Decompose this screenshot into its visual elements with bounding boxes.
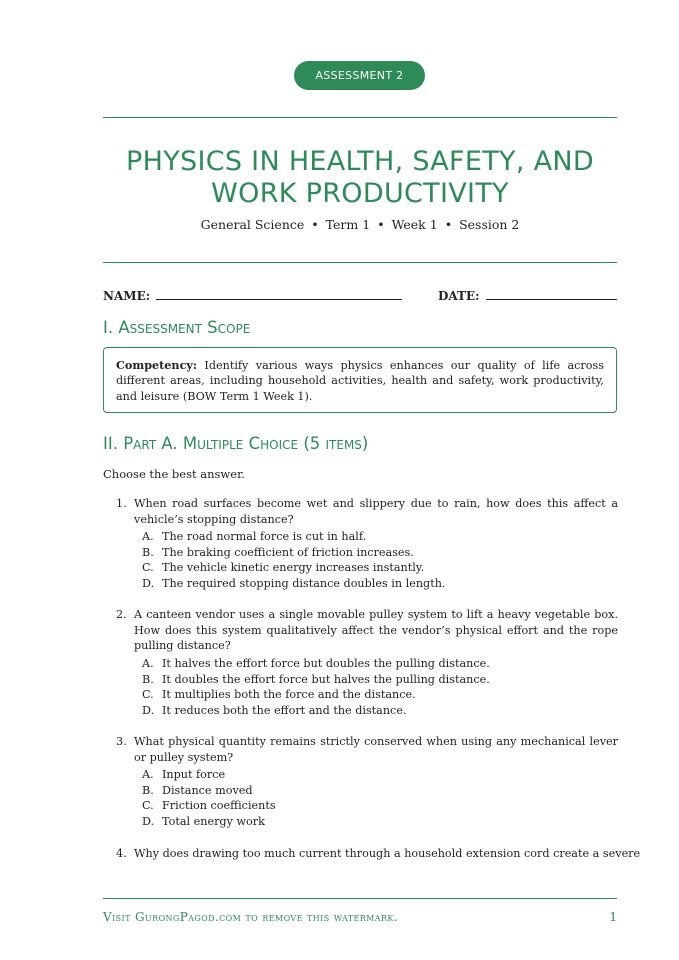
week: Week 1 bbox=[391, 217, 438, 232]
question-4 bbox=[116, 846, 641, 862]
separator: • bbox=[311, 217, 319, 232]
section-heading-scope: I. Assessment Scope bbox=[103, 318, 251, 337]
option-c[interactable] bbox=[142, 798, 276, 814]
question-text: Why does drawing too much current through a household extension cord create a severe bbox=[134, 847, 641, 860]
date-label: DATE: bbox=[438, 289, 480, 303]
question-1-options bbox=[142, 529, 445, 591]
option-text: It multiplies both the force and the distance. bbox=[162, 688, 416, 702]
option-letter: C. bbox=[142, 799, 154, 813]
separator: • bbox=[444, 217, 453, 232]
option-text: The road normal force is cut in half. bbox=[162, 530, 367, 543]
option-letter: D. bbox=[142, 814, 155, 828]
competency-text: Identify various ways physics enhances our quality of life across different areas, including household activities, health and safety, work productivity, and leisure (BOW Term 1 Week 1). bbox=[116, 359, 604, 403]
question-text: A canteen vendor uses a single movable pulley system to lift a heavy vegetable box. How does this system qualitatively affect the vendor’s physical effort and the rope pulling distance? bbox=[134, 608, 618, 652]
header-divider bbox=[103, 262, 617, 263]
option-text: Input force bbox=[162, 768, 226, 781]
option-letter: A. bbox=[142, 530, 154, 543]
option-d[interactable] bbox=[142, 576, 445, 592]
option-text: The vehicle kinetic energy increases instantly. bbox=[162, 561, 425, 575]
competency-label: Competency: bbox=[116, 358, 198, 372]
question-2-options bbox=[142, 656, 490, 718]
assessment-badge: ASSESSMENT 2 bbox=[294, 61, 425, 90]
option-letter: D. bbox=[142, 576, 155, 590]
title-line-2: WORK PRODUCTIVITY bbox=[211, 178, 509, 209]
option-letter: C. bbox=[142, 688, 154, 702]
question-text: When road surfaces become wet and slippery due to rain, how does this affect a vehicle’s stopping distance? bbox=[134, 497, 618, 526]
option-text: It halves the effort force but doubles the pulling distance. bbox=[162, 657, 490, 670]
question-number: 1. bbox=[116, 497, 127, 510]
question-text: What physical quantity remains strictly conserved when using any mechanical lever or pulley system? bbox=[134, 735, 618, 764]
footer-divider bbox=[103, 898, 617, 899]
section-heading-multiple-choice: II. Part A. Multiple Choice (5 items) bbox=[103, 434, 369, 453]
option-letter: A. bbox=[142, 657, 154, 670]
instruction: Choose the best answer. bbox=[103, 467, 245, 481]
option-a[interactable] bbox=[142, 656, 490, 672]
option-letter: B. bbox=[142, 545, 154, 559]
question-1 bbox=[116, 496, 618, 527]
option-text: Distance moved bbox=[162, 783, 253, 797]
option-letter: C. bbox=[142, 561, 154, 575]
question-number: 3. bbox=[116, 735, 127, 748]
name-label: NAME: bbox=[103, 289, 151, 303]
separator: • bbox=[377, 217, 385, 232]
subtitle bbox=[90, 217, 630, 232]
title-line-1: PHYSICS IN HEALTH, SAFETY, AND bbox=[126, 146, 594, 177]
option-c[interactable] bbox=[142, 560, 445, 576]
question-3-options bbox=[142, 767, 276, 829]
option-b[interactable] bbox=[142, 672, 490, 688]
option-text: The braking coefficient of friction increases. bbox=[162, 545, 414, 559]
option-letter: B. bbox=[142, 672, 154, 686]
option-letter: B. bbox=[142, 783, 154, 797]
option-text: The required stopping distance doubles in length. bbox=[162, 576, 446, 590]
session: Session 2 bbox=[459, 217, 520, 232]
option-b[interactable] bbox=[142, 783, 276, 799]
option-text: It doubles the effort force but halves the pulling distance. bbox=[162, 672, 490, 686]
term: Term 1 bbox=[325, 217, 371, 232]
page-number: 1 bbox=[609, 910, 617, 924]
date-field[interactable] bbox=[486, 299, 617, 300]
option-letter: A. bbox=[142, 768, 154, 781]
top-divider bbox=[103, 117, 617, 118]
option-c[interactable] bbox=[142, 687, 490, 703]
question-number: 2. bbox=[116, 608, 127, 621]
question-number: 4. bbox=[116, 847, 127, 860]
option-letter: D. bbox=[142, 703, 155, 717]
question-2 bbox=[116, 607, 618, 654]
watermark-text: Visit GurongPagod.com to remove this watermark. bbox=[103, 910, 398, 924]
option-a[interactable] bbox=[142, 767, 276, 783]
question-3 bbox=[116, 734, 618, 765]
option-text: Friction coefficients bbox=[162, 799, 276, 813]
page-title bbox=[90, 146, 630, 210]
name-field[interactable] bbox=[156, 299, 402, 300]
option-a[interactable] bbox=[142, 529, 445, 545]
option-d[interactable] bbox=[142, 814, 276, 830]
option-text: Total energy work bbox=[162, 814, 265, 828]
option-d[interactable] bbox=[142, 703, 490, 719]
competency-box bbox=[103, 347, 617, 413]
option-b[interactable] bbox=[142, 545, 445, 561]
option-text: It reduces both the effort and the distance. bbox=[162, 703, 407, 717]
subject: General Science bbox=[200, 217, 305, 232]
